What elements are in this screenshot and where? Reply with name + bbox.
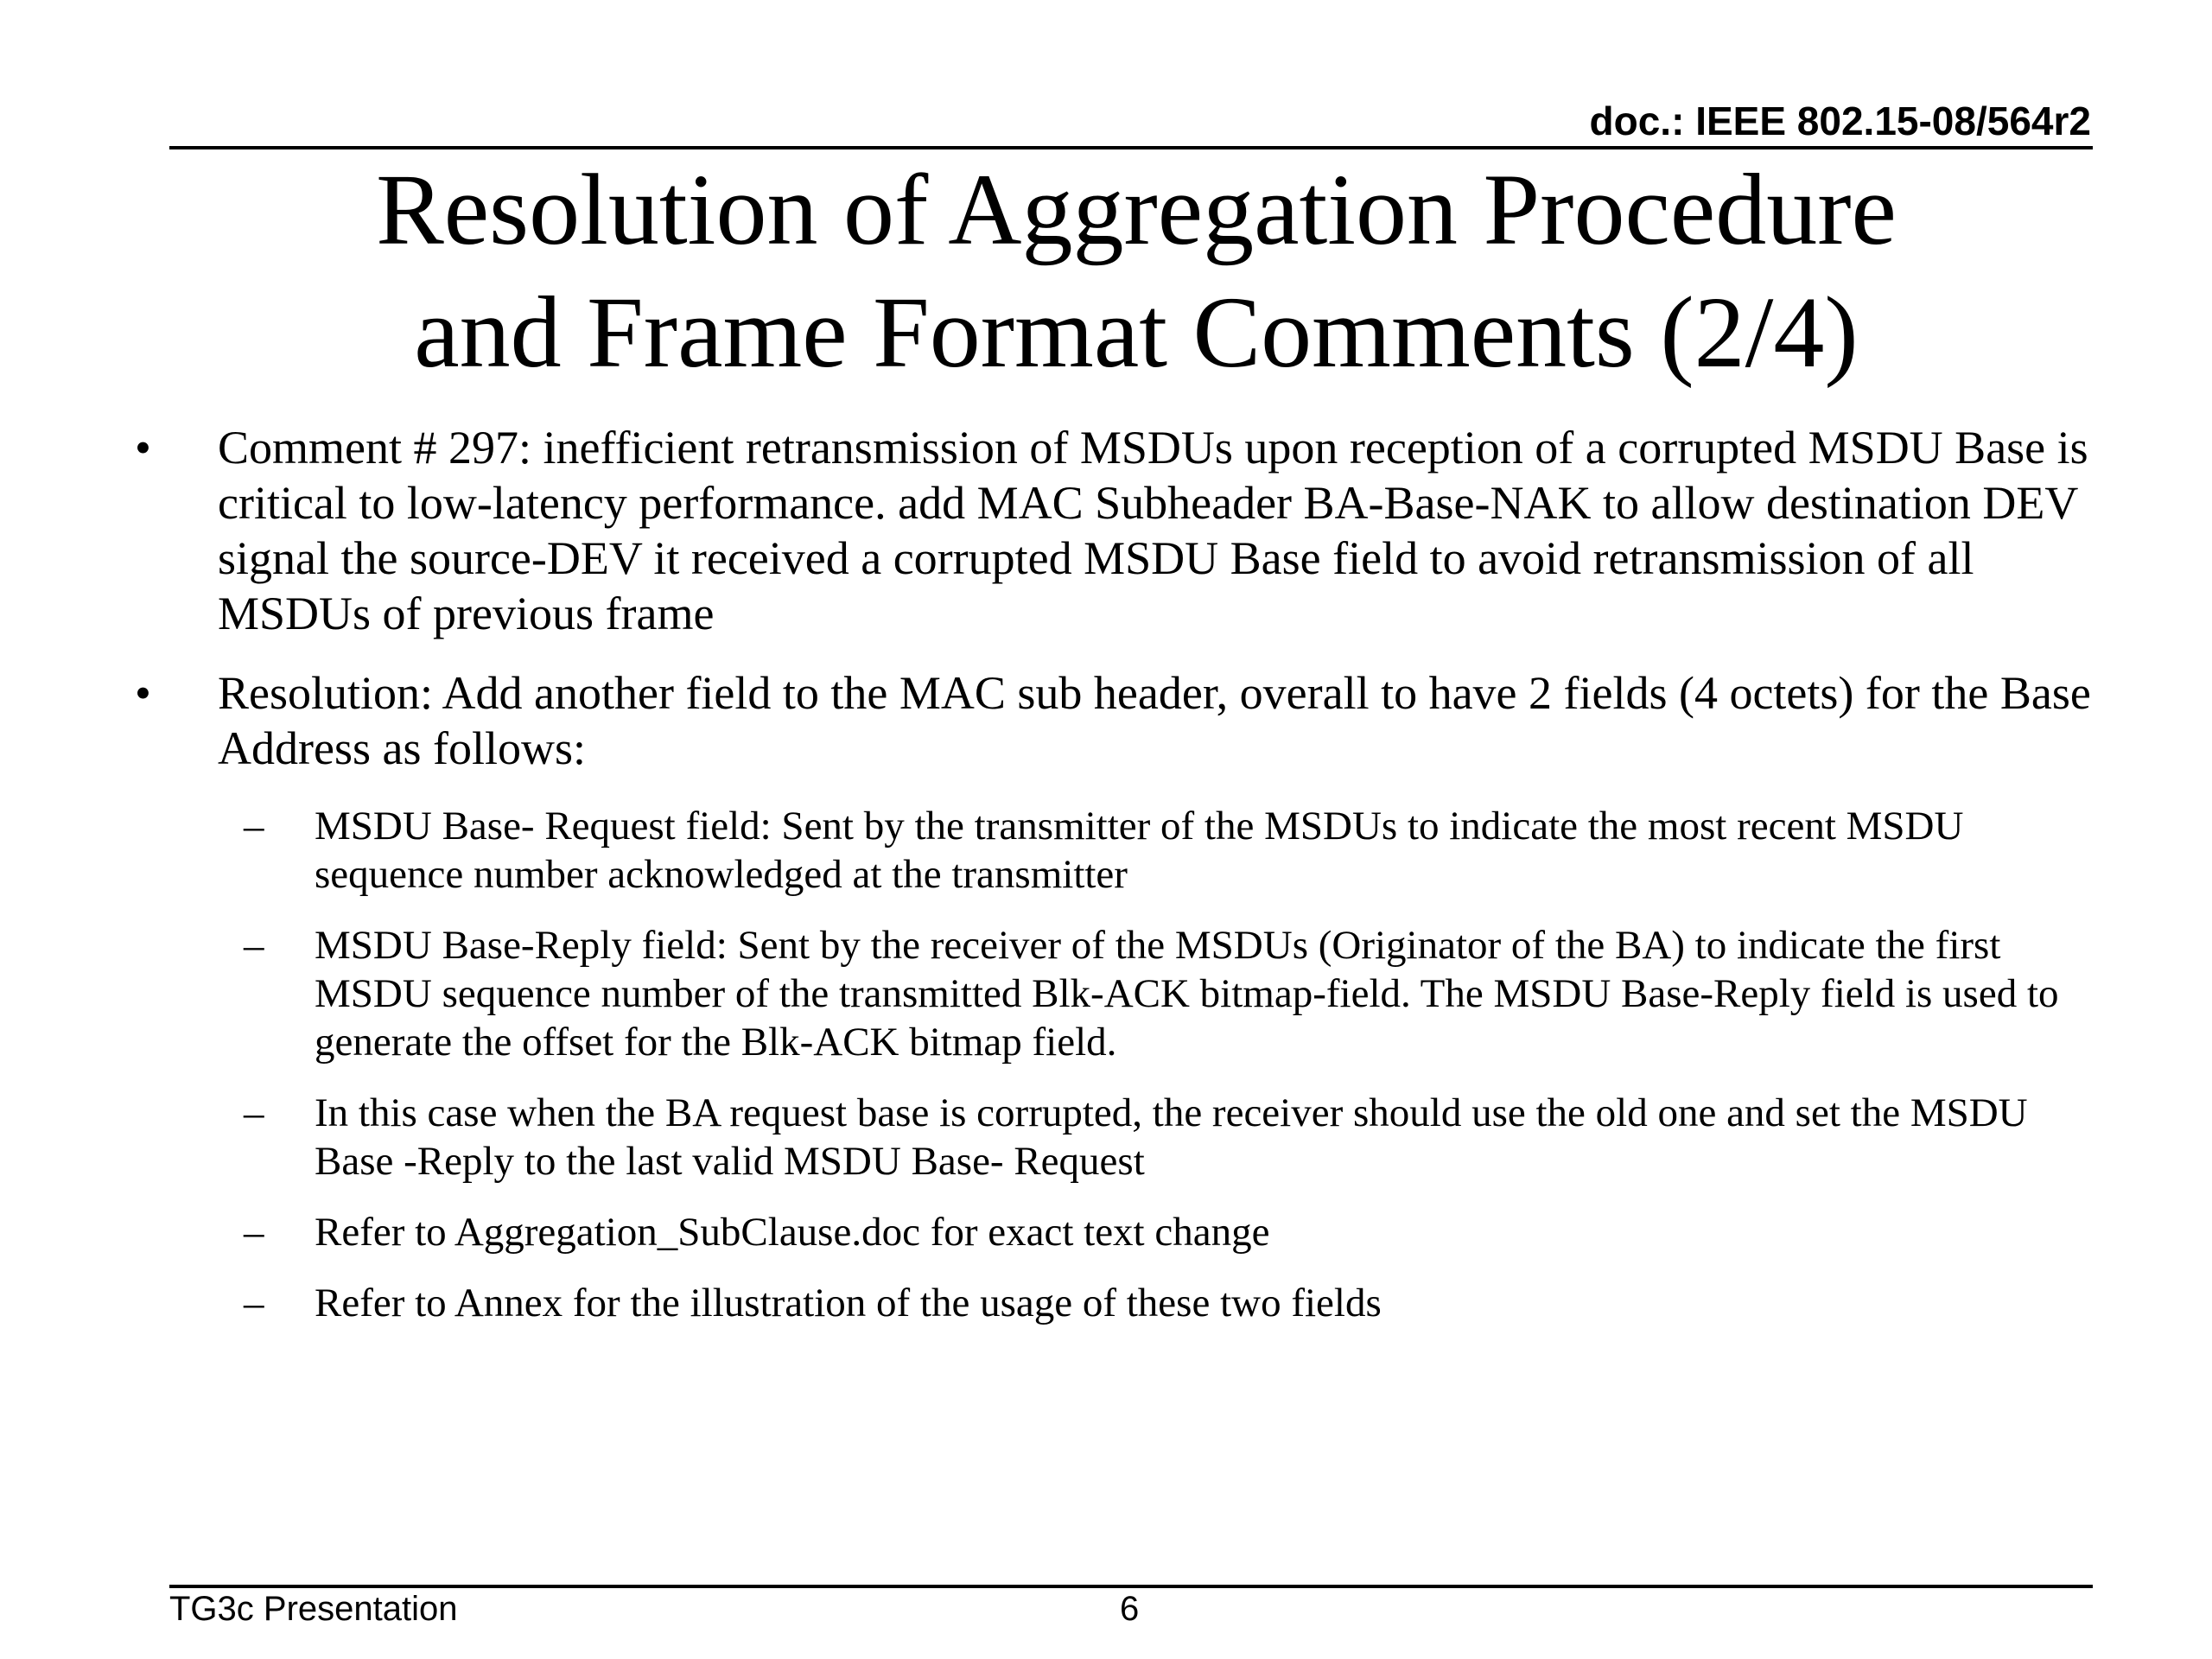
sub-bullet-text: MSDU Base- Request field: Sent by the transmitter of the MSDUs to indicate the most recent MSDU sequence number acknowledged at the transmitter: [315, 804, 1964, 897]
footer-presentation-label: TG3c Presentation: [169, 1590, 458, 1628]
sub-bullet-list: [130, 802, 2108, 1327]
sub-bullet-text: In this case when the BA request base is corrupted, the receiver should use the old one and set the MSDU Base -Reply to the last valid MSDU Base- Request: [315, 1090, 2028, 1184]
sub-bullet-item: [130, 1279, 2108, 1327]
sub-bullet-text: Refer to Annex for the illustration of the usage of these two fields: [315, 1281, 1382, 1325]
sub-bullet-marker: –: [244, 923, 264, 968]
slide-title: [130, 149, 2143, 394]
document-id: doc.: IEEE 802.15-08/564r2: [1589, 99, 2091, 143]
slide-body: [130, 420, 2108, 1350]
slide-title-line-1: Resolution of Aggregation Procedure: [376, 153, 1897, 266]
bullet-item-comment: [130, 420, 2108, 641]
bullet-text: Resolution: Add another field to the MAC sub header, overall to have 2 fields (4 octets) for the Base Address as follows:: [218, 667, 2091, 774]
bullet-item-resolution: [130, 665, 2108, 776]
page-number: 6: [1120, 1590, 1140, 1628]
sub-bullet-item: [130, 802, 2108, 899]
bullet-marker: •: [135, 422, 151, 474]
sub-bullet-marker: –: [244, 1210, 264, 1255]
sub-bullet-item: [130, 1089, 2108, 1185]
sub-bullet-marker: –: [244, 1281, 264, 1325]
sub-bullet-text: Refer to Aggregation_SubClause.doc for exact text change: [315, 1210, 1270, 1255]
bullet-text: Comment # 297: inefficient retransmission of MSDUs upon reception of a corrupted MSDU Base is critical to low-latency performance. add MAC Subheader BA-Base-NAK to allow destination DEV signal the source-DEV it received a corrupted MSDU Base field to avoid retransmission of all MSDUs of previous frame: [218, 422, 2088, 639]
sub-bullet-marker: –: [244, 804, 264, 849]
sub-bullet-item: [130, 1208, 2108, 1256]
bullet-marker: •: [135, 667, 151, 719]
slide-title-line-2: and Frame Format Comments (2/4): [414, 276, 1859, 389]
sub-bullet-item: [130, 921, 2108, 1066]
sub-bullet-marker: –: [244, 1090, 264, 1135]
sub-bullet-text: MSDU Base-Reply field: Sent by the receiver of the MSDUs (Originator of the BA) to indicate the first MSDU sequence number of the transmitted Blk-ACK bitmap-field. The MSDU Base-Reply field is used to generate the offset for the Blk-ACK bitmap field.: [315, 923, 2059, 1065]
